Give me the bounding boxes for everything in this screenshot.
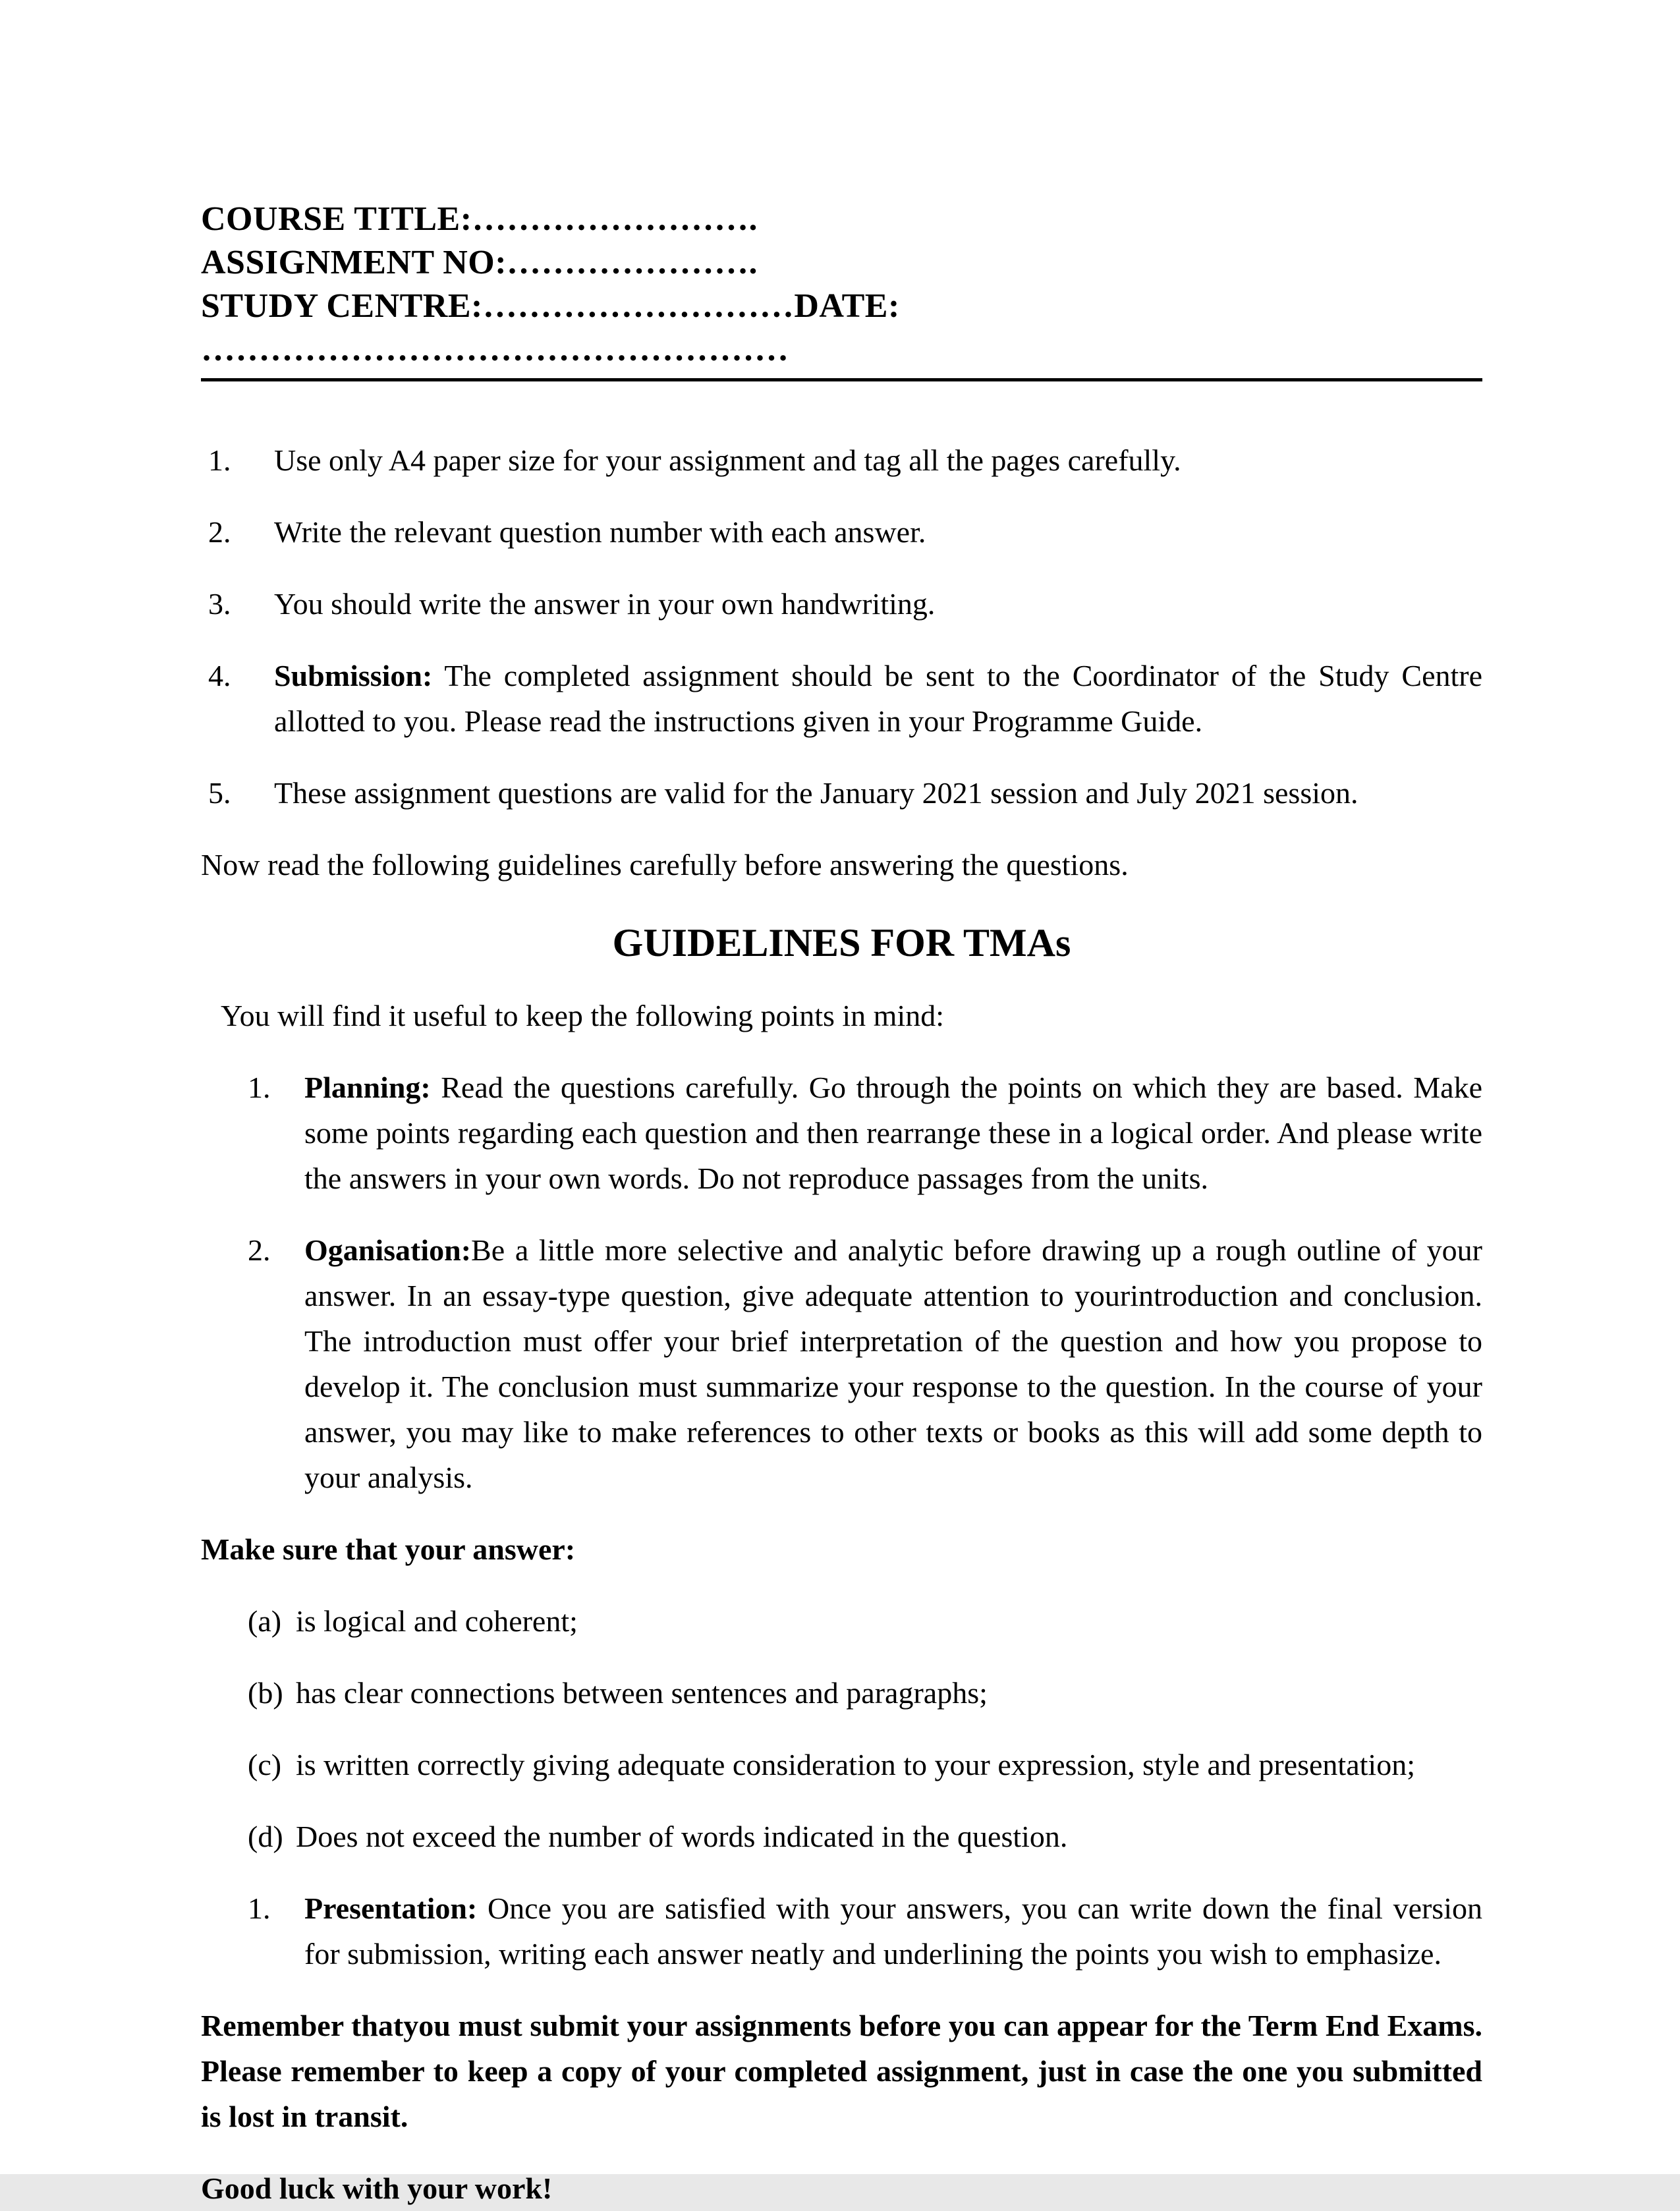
now-read-note: Now read the following guidelines carefully before answering the questions. bbox=[201, 848, 1129, 882]
item-text: has clear connections between sentences and paragraphs; bbox=[296, 1676, 988, 1710]
item-letter: (d) bbox=[248, 1820, 283, 1854]
instruction-item bbox=[201, 770, 1482, 816]
instruction-item bbox=[201, 581, 1482, 627]
item-text bbox=[274, 653, 1482, 744]
item-number: 2. bbox=[208, 515, 231, 549]
guideline-item bbox=[201, 1065, 1482, 1201]
answer-point-item bbox=[201, 1598, 1482, 1644]
answer-point-item bbox=[201, 1742, 1482, 1787]
item-text bbox=[304, 1065, 1482, 1201]
item-text-body: Once you are satisfied with your answers, you can write down the final version for submission, writing each answer neatly and underlining the points you wish to emphasize. bbox=[304, 1891, 1482, 1971]
item-text-body: Read the questions carefully. Go through the points on which they are based. Make some points regarding each question and then rearrange these in a logical order. And please write the answers in your own words. Do not reproduce passages from the units. bbox=[304, 1071, 1482, 1196]
item-number: 3. bbox=[208, 587, 231, 621]
header-line-study-centre: STUDY CENTRE:………………………DATE: …………………………………………… bbox=[201, 287, 900, 369]
instructions-list bbox=[201, 437, 1482, 816]
guidelines-list bbox=[201, 1065, 1482, 1500]
item-number: 2. bbox=[248, 1233, 271, 1268]
guidelines-intro: You will find it useful to keep the following points in mind: bbox=[221, 999, 945, 1033]
closing-note: Remember thatyou must submit your assignments before you can appear for the Term End Exams. Please remember to keep a copy of your completed assignment, just in case the one you submitted is lost in transit. bbox=[201, 2009, 1482, 2134]
presentation-list bbox=[201, 1886, 1482, 1976]
instruction-item bbox=[201, 509, 1482, 555]
guidelines-heading: GUIDELINES FOR TMAs bbox=[612, 921, 1071, 965]
header-line-course-title: COURSE TITLE:……………………. bbox=[201, 200, 758, 238]
header-line-assignment-no: ASSIGNMENT NO:…………………. bbox=[201, 244, 758, 282]
item-letter: (a) bbox=[248, 1604, 282, 1638]
guideline-item bbox=[201, 1227, 1482, 1500]
answer-point-item bbox=[201, 1814, 1482, 1859]
item-number: 5. bbox=[208, 776, 231, 810]
answer-points-list bbox=[201, 1598, 1482, 1859]
item-bold-label: Oganisation: bbox=[304, 1233, 472, 1268]
item-text: Use only A4 paper size for your assignment and tag all the pages carefully. bbox=[274, 443, 1181, 478]
item-text bbox=[304, 1886, 1482, 1976]
item-bold-label: Presentation: bbox=[304, 1891, 478, 1926]
header-divider bbox=[201, 378, 1482, 381]
item-number: 1. bbox=[248, 1891, 271, 1926]
item-text: is logical and coherent; bbox=[296, 1604, 578, 1638]
make-sure-heading: Make sure that your answer: bbox=[201, 1532, 576, 1567]
instruction-item bbox=[201, 437, 1482, 483]
item-text bbox=[304, 1227, 1482, 1500]
good-luck-note: Good luck with your work! bbox=[201, 2171, 553, 2206]
item-number: 1. bbox=[248, 1071, 271, 1105]
document-header bbox=[201, 198, 1482, 381]
item-bold-label: Submission: bbox=[274, 659, 433, 693]
item-text: You should write the answer in your own handwriting. bbox=[274, 587, 936, 621]
item-text-body: The completed assignment should be sent to the Coordinator of the Study Centre allotted to you. Please read the instructions given in your Programme Guide. bbox=[274, 659, 1482, 739]
item-number: 1. bbox=[208, 443, 231, 478]
answer-point-item bbox=[201, 1670, 1482, 1716]
item-text: These assignment questions are valid for the January 2021 session and July 2021 session. bbox=[274, 776, 1358, 810]
item-text: is written correctly giving adequate consideration to your expression, style and presentation; bbox=[296, 1748, 1415, 1782]
item-letter: (b) bbox=[248, 1676, 283, 1710]
item-number: 4. bbox=[208, 659, 231, 693]
item-text: Does not exceed the number of words indicated in the question. bbox=[296, 1820, 1068, 1854]
item-bold-label: Planning: bbox=[304, 1071, 431, 1105]
item-text: Write the relevant question number with each answer. bbox=[274, 515, 926, 549]
item-text-body: Be a little more selective and analytic before drawing up a rough outline of your answer. In an essay-type question, give adequate attention to yourintroduction and conclusion. The introduction must offer your brief interpretation of the question and how you propose to develop it. The conclusion must summarize your response to the question. In the course of your answer, you may like to make references to other texts or books as this will add some depth to your analysis. bbox=[304, 1233, 1482, 1495]
presentation-item bbox=[201, 1886, 1482, 1976]
item-letter: (c) bbox=[248, 1748, 282, 1782]
instruction-item bbox=[201, 653, 1482, 744]
